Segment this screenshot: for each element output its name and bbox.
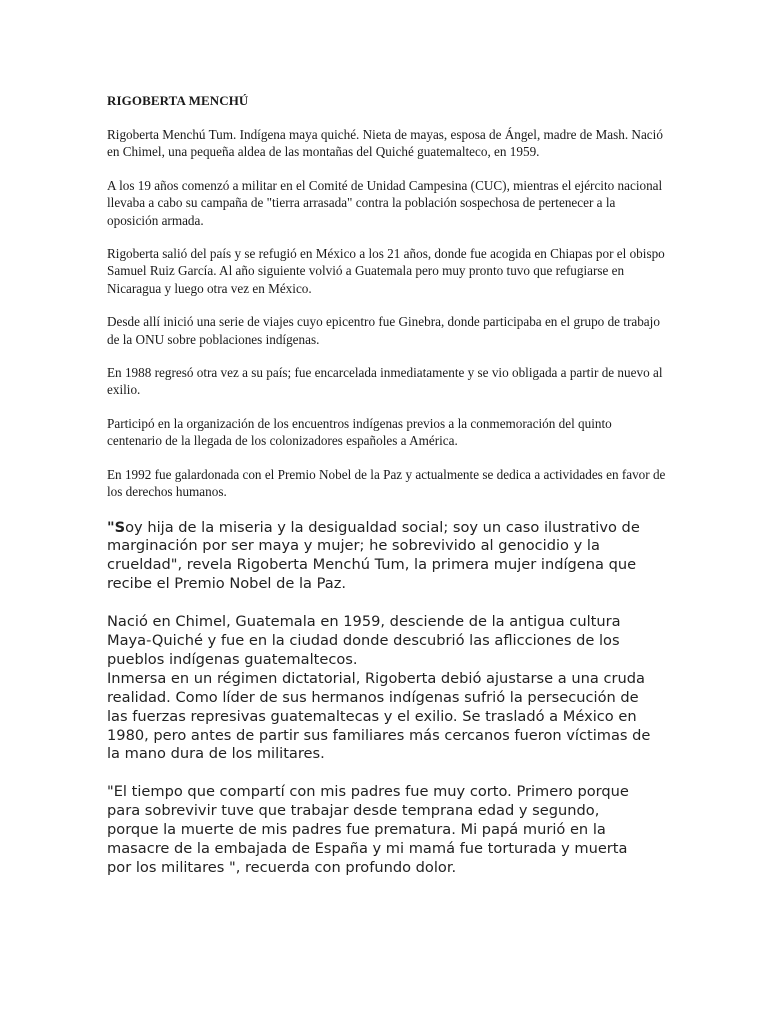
paragraph-militancy: A los 19 años comenzó a militar en el Comité de Unidad Campesina (CUC), mientras el ejército nacional llevaba a cabo su campaña de "tierra arrasada" contra la población sospechosa de pertenecer a la oposición armada. <box>107 177 663 228</box>
paragraph-birth: Nació en Chimel, Guatemala en 1959, desciende de la antigua cultura Maya-Quiché y fue en la ciudad donde descubrió las aflicciones de los pueblos indígenas guatemaltecos. <box>107 613 621 668</box>
quote-lead-letter: "S <box>107 518 126 536</box>
paragraph-parents-quote: "El tiempo que compartí con mis padres fue muy corto. Primero porque para sobrevivir tuve que trabajar desde temprana edad y segundo, porque la muerte de mis padres fue prematura. Mi papá murió en la masacre de la embajada de España y mi mamá fue torturada y muerta por los militares ", recuerda con profundo dolor. <box>107 783 629 876</box>
paragraph-spacer <box>107 594 652 613</box>
document-title: RIGOBERTA MENCHÚ <box>107 93 249 108</box>
biography-section <box>107 519 652 878</box>
paragraph-exile-mexico: Rigoberta salió del país y se refugió en México a los 21 años, donde fue acogida en Chiapas por el obispo Samuel Ruiz García. Al año siguiente volvió a Guatemala pero muy pronto tuvo que refugiarse en Nicaragua y luego otra vez en México. <box>107 246 665 296</box>
paragraph-dictatorship: Inmersa en un régimen dictatorial, Rigoberta debió ajustarse a una cruda realidad. Como líder de sus hermanos indígenas sufrió la persecución de las fuerzas represivas guatemaltecas y el exilio. Se trasladó a México en 1980, pero antes de partir sus familiares más cercanos fueron víctimas de la mano dura de los militares. <box>107 669 651 763</box>
paragraph-spacer <box>107 764 652 783</box>
paragraph-nobel: En 1992 fue galardonada con el Premio Nobel de la Paz y actualmente se dedica a actividades en favor de los derechos humanos. <box>107 466 666 500</box>
paragraph-origin: Rigoberta Menchú Tum. Indígena maya quiché. Nieta de mayas, esposa de Ángel, madre de Mash. Nació en Chimel, una pequeña aldea de las montañas del Quiché guatemalteco, en 1959. <box>107 127 663 160</box>
paragraph-commemoration: Participó en la organización de los encuentros indígenas previos a la conmemoración del quinto centenario de la llegada de los colonizadores españoles a América. <box>107 415 612 449</box>
paragraph-1988-return: En 1988 regresó otra vez a su país; fue encarcelada inmediatamente y se vio obligada a partir de nuevo al exilio. <box>107 365 663 398</box>
quote-text: oy hija de la miseria y la desigualdad social; soy un caso ilustrativo de marginación por ser maya y mujer; he sobrevivido al genocidio y la crueldad", revela Rigoberta Menchú Tum, la primera mujer indígena que recibe el Premio Nobel de la Paz. <box>107 518 640 593</box>
quote-paragraph <box>107 519 652 595</box>
paragraph-geneva: Desde allí inició una serie de viajes cuyo epicentro fue Ginebra, donde participaba en el grupo de trabajo de la ONU sobre poblaciones indígenas. <box>107 314 660 347</box>
document-page <box>107 92 667 878</box>
